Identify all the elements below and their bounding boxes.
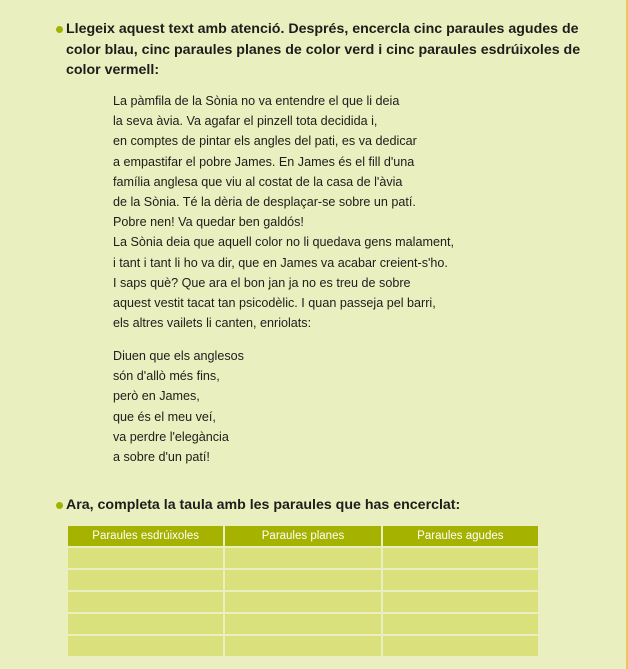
text-line: família anglesa que viu al costat de la casa de l'àvia bbox=[113, 174, 403, 189]
bullet-icon bbox=[56, 502, 63, 509]
instruction-2 bbox=[66, 495, 586, 516]
table-cell[interactable] bbox=[382, 591, 539, 613]
text-line: I saps què? Que ara el bon jan ja no es treu de sobre bbox=[113, 275, 411, 290]
bullet-icon bbox=[56, 26, 63, 33]
text-line: són d'allò més fins, bbox=[113, 369, 220, 384]
text-line: en comptes de pintar els angles del pati, es va dedicar bbox=[113, 134, 417, 149]
text-line: va perdre l'elegància bbox=[113, 429, 229, 444]
instruction-2-text: Ara, completa la taula amb les paraules que has encerclat: bbox=[66, 497, 461, 513]
text-line: a sobre d'un patí! bbox=[113, 450, 210, 465]
text-line: La pàmfila de la Sònia no va entendre el que li deia bbox=[113, 94, 400, 108]
table-cell[interactable] bbox=[67, 569, 224, 591]
text-line: Pobre nen! Va quedar ben galdós! bbox=[113, 215, 304, 230]
table-cell[interactable] bbox=[382, 547, 539, 569]
table-cell[interactable] bbox=[224, 635, 381, 657]
table-cell[interactable] bbox=[67, 547, 224, 569]
table-row bbox=[67, 635, 539, 657]
text-line: la seva àvia. Va agafar el pinzell tota decidida i, bbox=[113, 114, 378, 129]
text-line: a empastifar el pobre James. En James és el fill d'una bbox=[113, 154, 415, 169]
table-cell[interactable] bbox=[67, 635, 224, 657]
table-cell[interactable] bbox=[224, 569, 381, 591]
header-agudes: Paraules agudes bbox=[382, 525, 539, 547]
reading-text bbox=[113, 91, 454, 333]
table-cell[interactable] bbox=[224, 591, 381, 613]
table-cell[interactable] bbox=[67, 591, 224, 613]
instruction-1-text: Llegeix aquest text amb atenció. Després, encercla cinc paraules agudes de color blau, cinc paraules planes de color verd i cinc paraules esdrúixoles de color vermell: bbox=[66, 21, 581, 78]
text-line: Diuen que els anglesos bbox=[113, 349, 244, 363]
table-cell[interactable] bbox=[224, 613, 381, 635]
text-line: i tant i tant li ho va dir, que en James va acabar creient-s'ho. bbox=[113, 255, 448, 270]
table-cell[interactable] bbox=[382, 613, 539, 635]
table-row bbox=[67, 591, 539, 613]
table-row bbox=[67, 569, 539, 591]
table-row bbox=[67, 547, 539, 569]
text-line: però en James, bbox=[113, 389, 200, 404]
header-esdruixoles: Paraules esdrúixoles bbox=[67, 525, 224, 547]
table-cell[interactable] bbox=[382, 569, 539, 591]
table-cell[interactable] bbox=[382, 635, 539, 657]
instruction-1 bbox=[66, 19, 586, 81]
table-row bbox=[67, 613, 539, 635]
header-planes: Paraules planes bbox=[224, 525, 381, 547]
text-line: els altres vailets li canten, enriolats: bbox=[113, 316, 312, 331]
word-table bbox=[66, 524, 540, 658]
text-line: de la Sònia. Té la dèria de desplaçar-se sobre un patí. bbox=[113, 195, 416, 210]
poem bbox=[113, 346, 244, 467]
text-line: que és el meu veí, bbox=[113, 409, 216, 424]
table-cell[interactable] bbox=[67, 613, 224, 635]
table-cell[interactable] bbox=[224, 547, 381, 569]
text-line: La Sònia deia que aquell color no li quedava gens malament, bbox=[113, 235, 454, 250]
text-line: aquest vestit tacat tan psicodèlic. I quan passeja pel barri, bbox=[113, 296, 436, 311]
